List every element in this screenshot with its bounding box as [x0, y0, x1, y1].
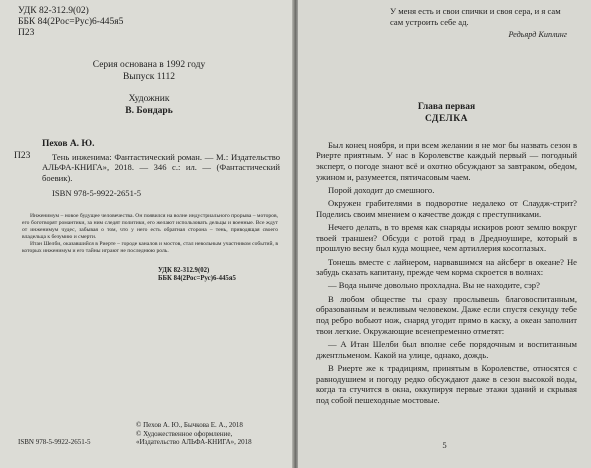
paragraph: В Риерте же к традициям, принятым в Королевстве, относятся с равнодушием и погоду редко обсуждают даже в сезон высокой воды, когда та стучится в окна, оккупируя первые этажи зданий и скрывая под собой пешеходные мостовые.	[316, 362, 577, 405]
annotation	[18, 213, 280, 255]
copyright-design: © Художественное оформление,	[136, 429, 233, 438]
catalog-record	[14, 139, 280, 199]
bbk-code-2: ББК 84(2Рос=Рус)6-445я5	[158, 274, 236, 282]
copyright-publisher: «Издательство АЛЬФА-КНИГА», 2018	[136, 438, 252, 447]
series-info	[18, 60, 280, 83]
paragraph: Был конец ноября, и при всем желании я не мог бы назвать сезон в Риерте приятным. У нас в Королевстве каждый первый — погодный эксперт, о погоде знают всё и охотно обсуждают за завтраком, обедом, ужином и, разумеется, пятичасовым чаем.	[316, 139, 577, 182]
author-mark-2: П23	[14, 151, 31, 161]
bbk-code: ББК 84(2Рос=Рус)6-445я5	[18, 17, 124, 27]
paragraph: Тонешь вместе с лайнером, нарвавшимся на айсберг в океане? Не забудь сказать капитану, прежде чем корма скроется в волнах:	[316, 256, 577, 278]
artist-info	[18, 94, 280, 117]
paragraph: — Вода нынче довольно прохладна. Вы не находите, сэр?	[328, 280, 540, 291]
left-page	[0, 0, 294, 468]
book-description: Тень инженима: Фантастический роман. — М.: Издательство АЛЬФА-КНИГА», 2018. — 346 с.: ил. — (Фантастический боевик).	[42, 151, 280, 183]
artist-name: В. Бондарь	[125, 105, 173, 116]
classification-block	[158, 267, 280, 283]
paragraph: Нечего делать, в то время как снаряды искиров роют землю вокруг твоей траншеи? Обсуди с ротой град в Дредноушире, который в прошлую весну был куда мощнее, чем артиллерия косоглазых.	[316, 221, 577, 254]
author-name: Пехов А. Ю.	[42, 139, 95, 149]
epigraph-author: Редьярд Киплинг	[508, 30, 567, 39]
copyright-lines	[136, 421, 252, 447]
annotation-paragraph: Итан Шелби, оказавшийся в Риерте – городе каналов и мостов, стал невольным участником событий, в которых инженимум и его тайны играют не последнюю роль.	[22, 240, 278, 254]
paragraph: В любом обществе ты сразу прослывешь благовоспитанным, образованным и вежливым человеком. Даже если спустя секунду тебе под ребро вобьют нож, снаряд угодит прямо в каску, а океан заполнит твои легкие. Окружающие всенепременно отметят:	[316, 293, 577, 336]
epigraph-line: сам устроить себе ад.	[390, 16, 469, 27]
author-mark: П23	[18, 28, 35, 38]
udk-code-2: УДК 82-312.9(02)	[158, 266, 210, 274]
chapter-number: Глава первая	[417, 101, 476, 112]
artist-label: Художник	[128, 94, 170, 104]
paragraph: — А Итан Шелби был вполне себе порядочным и воспитанным джентльменом. Какой на улице, однако, дождь.	[316, 338, 577, 360]
chapter-title: СДЕЛКА	[425, 114, 468, 124]
copyright-authors: © Пехов А. Ю., Бычкова Е. А., 2018	[136, 421, 243, 429]
annotation-paragraph: Инженимум – новое будущее человечества. Он появился на волне индустриального прорыва – моторов, его боготворят романтики, за ним следят политики, его желают использовать дельцы и военные. Все ждут от инженимум чудес, забывая о том, что у него есть обратная сторона – тень, приводящая своего владельца к безумию и смерти.	[22, 212, 278, 240]
paragraph: Порой доходит до смешного.	[328, 184, 435, 195]
epigraph-line: У меня есть и свои спички и своя сера, и я сам	[390, 6, 561, 16]
right-page	[298, 0, 591, 468]
isbn-line: ISBN 978-5-9922-2651-5	[52, 188, 142, 198]
page-number: 5	[442, 440, 447, 450]
chapter-text	[316, 140, 577, 406]
udk-code: УДК 82-312.9(02)	[18, 6, 89, 16]
series-founded: Серия основана в 1992 году	[92, 60, 206, 70]
epigraph	[390, 6, 577, 41]
paragraph: Окружен грабителями в подворотне недалеко от Слаудж-стрит? Поделись своим мнением о качестве дождя с преступниками.	[316, 198, 577, 219]
series-issue: Выпуск 1112	[122, 71, 176, 82]
isbn-bottom: ISBN 978-5-9922-2651-5	[18, 438, 91, 446]
